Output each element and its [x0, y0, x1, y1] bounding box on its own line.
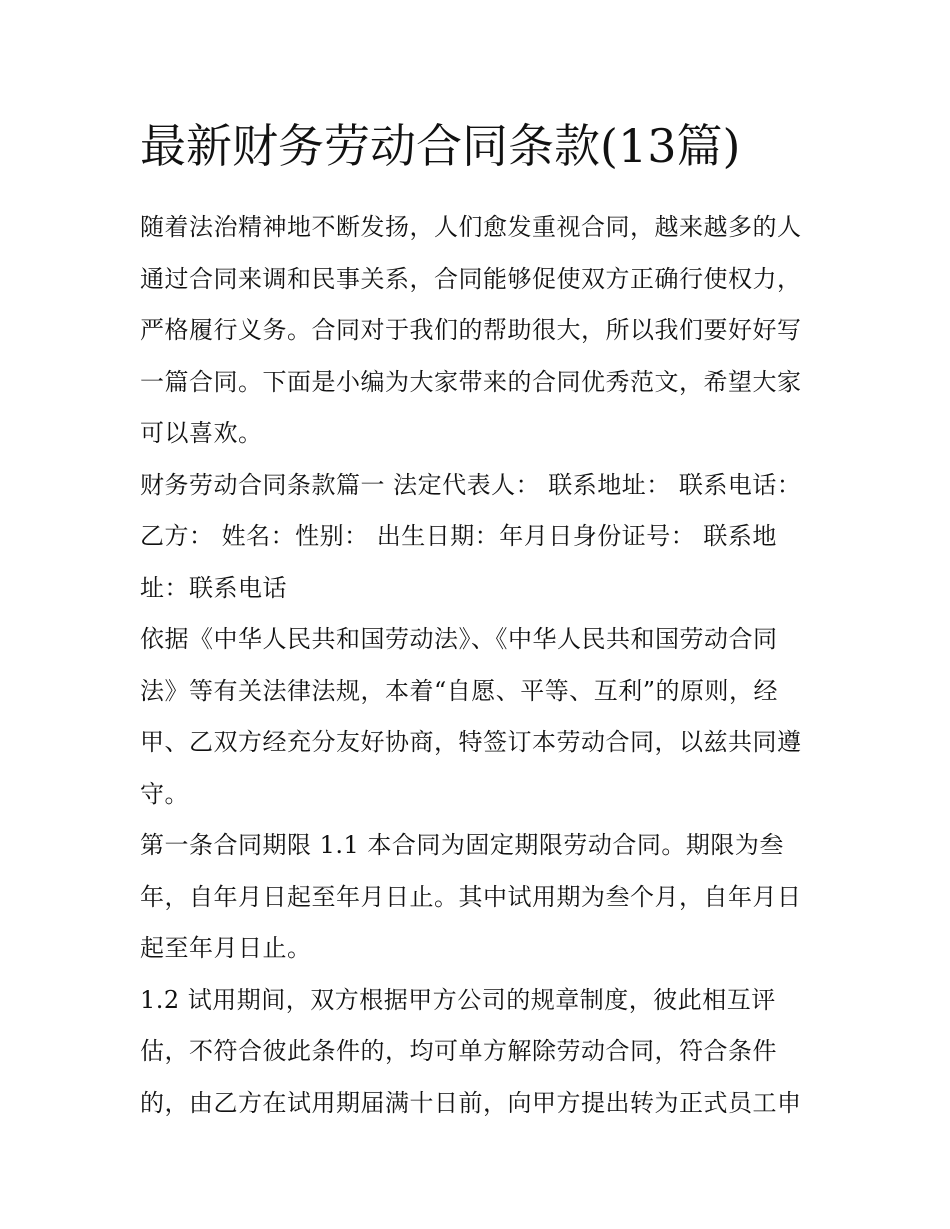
legal-basis-paragraph	[140, 614, 812, 820]
document-page	[140, 110, 812, 1129]
paragraph-line: 财务劳动合同条款篇一 法定代表人： 联系地址： 联系电话：	[140, 470, 802, 499]
paragraph-line: 1.2 试用期间，双方根据甲方公司的规章制度，彼此相互评	[140, 985, 776, 1014]
paragraph-line: 通过合同来调和民事关系，合同能够促使双方正确行使权力，	[140, 264, 802, 293]
paragraph-line: 随着法治精神地不断发扬，人们愈发重视合同，越来越多的人	[140, 213, 802, 241]
paragraph-line: 年，自年月日起至年月日止。其中试用期为叁个月，自年月日	[140, 882, 802, 911]
paragraph-line: 起至年月日止。	[140, 934, 312, 962]
paragraph-line: 乙方： 姓名：性别： 出生日期：年月日身份证号： 联系地	[140, 522, 777, 550]
article-one-paragraph	[140, 820, 812, 975]
paragraph-line: 址：联系电话	[140, 573, 287, 602]
paragraph-line: 严格履行义务。合同对于我们的帮助很大，所以我们要好好写	[140, 316, 802, 344]
intro-paragraph	[140, 202, 812, 460]
paragraph-line: 估，不符合彼此条件的，均可单方解除劳动合同，符合条件	[140, 1037, 777, 1065]
paragraph-line: 第一条合同期限 1.1 本合同为固定期限劳动合同。期限为叁	[140, 831, 784, 859]
paragraph-line: 可以喜欢。	[140, 419, 263, 447]
paragraph-line: 依据《中华人民共和国劳动法》、《中华人民共和国劳动合同	[140, 625, 778, 653]
paragraph-line: 守。	[140, 779, 189, 808]
paragraph-line: 的，由乙方在试用期届满十日前，向甲方提出转为正式员工申	[140, 1088, 802, 1117]
parties-paragraph	[140, 460, 812, 615]
paragraph-line: 甲、乙双方经充分友好协商，特签订本劳动合同，以兹共同遵	[140, 728, 802, 756]
paragraph-line: 一篇合同。下面是小编为大家带来的合同优秀范文，希望大家	[140, 367, 802, 396]
document-title: 最新财务劳动合同条款(13篇)	[140, 119, 741, 173]
paragraph-line: 法》等有关法律法规，本着“自愿、平等、互利”的原则，经	[140, 676, 779, 705]
article-one-point-two-paragraph	[140, 975, 812, 1130]
